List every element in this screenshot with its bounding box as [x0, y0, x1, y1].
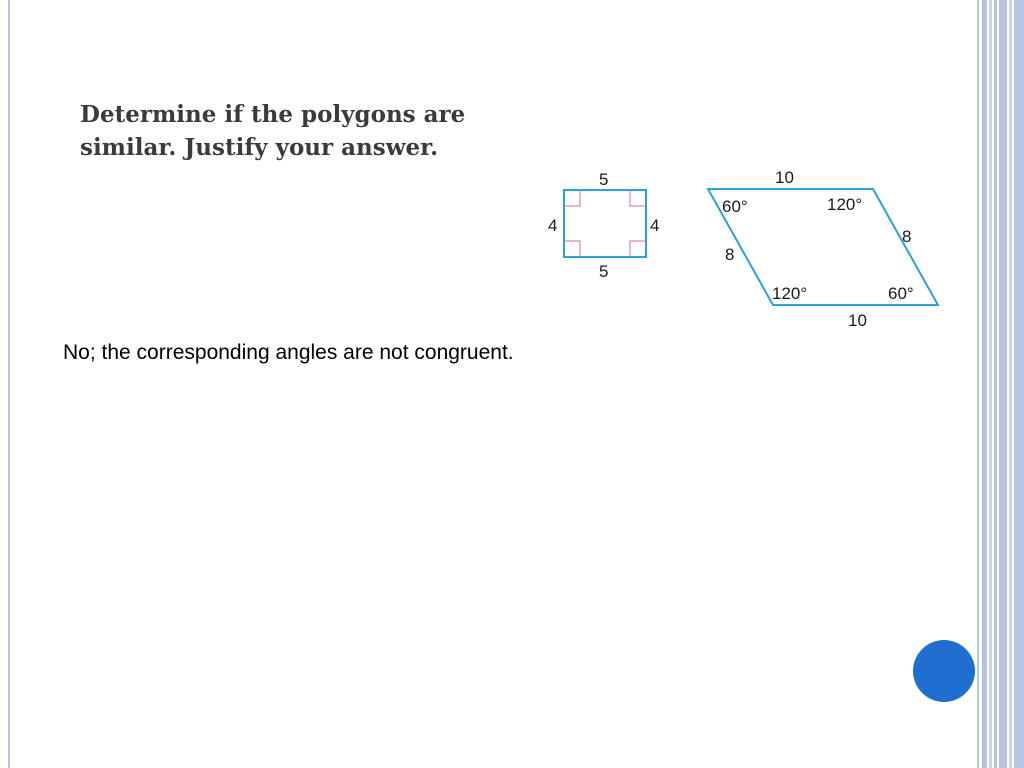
- rect-left-label: 4: [548, 216, 558, 235]
- answer-text: No; the corresponding angles are not congruent.: [63, 341, 514, 364]
- question-line-2: similar. Justify your answer.: [80, 134, 439, 161]
- angle-bottom-left-label: 120°: [772, 284, 808, 303]
- para-right-label: 8: [902, 227, 912, 246]
- angle-top-left-label: 60°: [722, 197, 748, 216]
- slide-nav-circle-button[interactable]: [913, 640, 975, 702]
- rect-bottom-label: 5: [599, 262, 609, 281]
- decor-stripe: [994, 0, 997, 768]
- rectangle-shape: [564, 190, 646, 257]
- para-left-label: 8: [725, 245, 735, 264]
- decor-stripe: [977, 0, 979, 768]
- decor-stripe: [1014, 0, 1024, 768]
- decor-stripe: [1009, 0, 1012, 768]
- angle-top-right-label: 120°: [827, 195, 863, 214]
- para-top-label: 10: [775, 168, 794, 187]
- rect-top-label: 5: [599, 170, 609, 189]
- rectangle-figure: [548, 170, 659, 281]
- polygons-figure: [530, 160, 950, 340]
- decor-stripe: [999, 0, 1007, 768]
- angle-bottom-right-label: 60°: [888, 284, 914, 303]
- question-text: [80, 98, 510, 164]
- left-border-line: [8, 0, 10, 768]
- right-angle-marker: [564, 241, 580, 257]
- decor-stripe: [982, 0, 987, 768]
- para-bottom-label: 10: [848, 311, 867, 330]
- decor-stripe: [989, 0, 992, 768]
- right-angle-marker: [630, 241, 646, 257]
- parallelogram-figure: [708, 168, 938, 330]
- rect-right-label: 4: [650, 216, 660, 235]
- question-line-1: Determine if the polygons are: [80, 101, 466, 128]
- right-angle-marker: [630, 190, 646, 206]
- right-angle-marker: [564, 190, 580, 206]
